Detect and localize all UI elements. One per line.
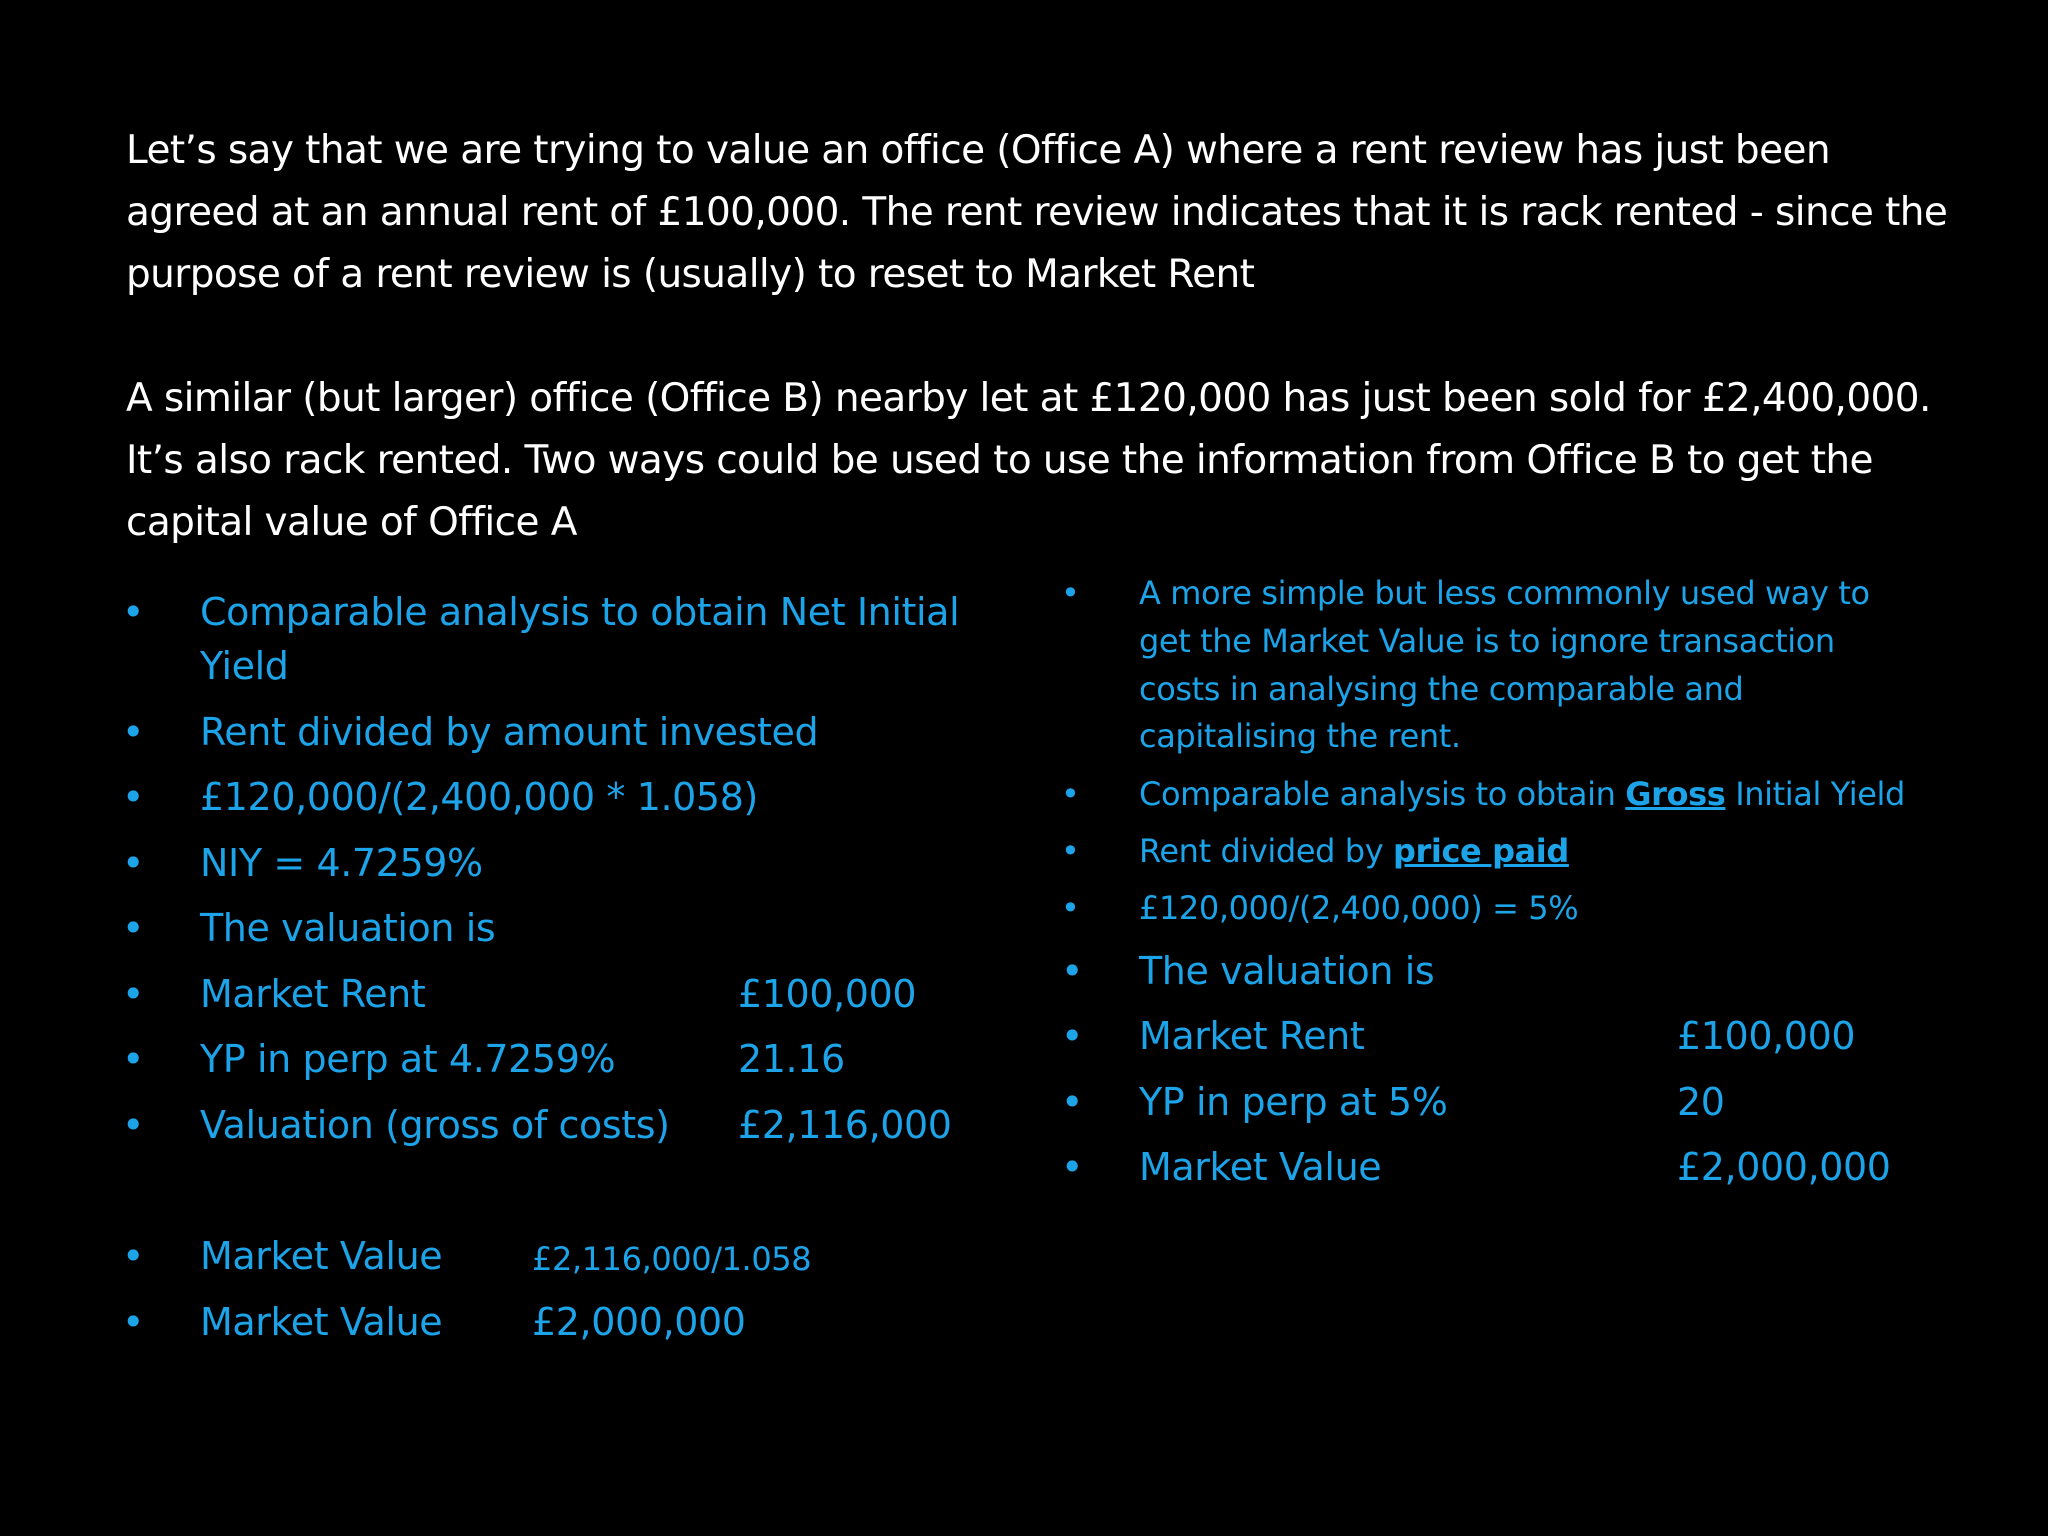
left-bullet-6-value: £100,000	[738, 972, 917, 1016]
intro-text	[126, 120, 1956, 554]
right-bullet-6-value: £100,000	[1677, 1014, 1856, 1058]
left-bullet-4: NIY = 4.7259%	[200, 841, 483, 885]
bullet-dot: •	[1061, 1145, 1084, 1189]
bullet-dot: •	[122, 1300, 145, 1344]
bullet-dot: •	[1061, 574, 1080, 612]
paragraph-spacer	[126, 306, 1956, 368]
left-bullet-9-value: £2,116,000/1.058	[532, 1240, 812, 1278]
bullet-dot: •	[122, 775, 145, 819]
right-bullet-8-value: £2,000,000	[1677, 1145, 1891, 1189]
left-bullet-2: Rent divided by amount invested	[200, 710, 819, 754]
intro-paragraph-2: A similar (but larger) office (Office B) nearby let at £120,000 has just been sold for £2,400,000. It’s also rack rented. Two ways could be used to use the information from Office B to get the capital value of Office A	[126, 376, 1931, 545]
bullet-dot: •	[122, 590, 145, 634]
left-bullet-8-label: Valuation (gross of costs)	[200, 1103, 670, 1147]
bullet-dot: •	[122, 972, 145, 1016]
bullet-dot: •	[122, 906, 145, 950]
gross-emphasis: Gross	[1625, 775, 1726, 813]
right-bullet-8-label: Market Value	[1139, 1145, 1382, 1189]
bullet-dot: •	[122, 710, 145, 754]
right-bullet-7-label: YP in perp at 5%	[1139, 1080, 1448, 1124]
left-bullet-9-label: Market Value	[200, 1234, 443, 1278]
bullet-dot: •	[122, 1037, 145, 1081]
price-paid-emphasis: price paid	[1393, 832, 1569, 870]
bullet-dot: •	[1061, 1014, 1084, 1058]
right-bullet-1-line-1: A more simple but less commonly used way to	[1139, 574, 1870, 612]
bullet-dot: •	[122, 1103, 145, 1147]
left-bullet-10-label: Market Value	[200, 1300, 443, 1344]
left-bullet-3: £120,000/(2,400,000 * 1.058)	[200, 775, 758, 819]
bullet-dot: •	[122, 1234, 145, 1278]
right-bullet-2-prefix: Comparable analysis to obtain	[1139, 775, 1626, 813]
left-bullet-5: The valuation is	[200, 906, 496, 950]
left-bullet-8-value: £2,116,000	[738, 1103, 952, 1147]
intro-paragraph-1: Let’s say that we are trying to value an office (Office A) where a rent review has just been agreed at an annual rent of £100,000. The rent review indicates that it is rack rented - since the purpose of a rent review is (usually) to reset to Market Rent	[126, 128, 1948, 297]
bullet-dot: •	[1061, 832, 1080, 870]
right-bullet-1-line-4: capitalising the rent.	[1139, 717, 1461, 755]
right-bullet-5: The valuation is	[1139, 949, 1435, 993]
bullet-dot: •	[122, 841, 145, 885]
right-bullet-2	[1139, 775, 1905, 813]
right-bullet-6-label: Market Rent	[1139, 1014, 1365, 1058]
bullet-dot: •	[1061, 775, 1080, 813]
right-bullet-3	[1139, 832, 1569, 870]
bullet-dot: •	[1061, 949, 1084, 993]
right-bullet-1-line-3: costs in analysing the comparable and	[1139, 670, 1744, 708]
left-bullet-10-value: £2,000,000	[532, 1300, 746, 1344]
right-bullet-3-prefix: Rent divided by	[1139, 832, 1394, 870]
bullet-dot: •	[1061, 889, 1080, 927]
right-bullet-7-value: 20	[1677, 1080, 1725, 1124]
left-bullet-6-label: Market Rent	[200, 972, 426, 1016]
right-bullet-2-suffix: Initial Yield	[1725, 775, 1905, 813]
left-bullet-1-line-1: Comparable analysis to obtain Net Initial	[200, 590, 960, 634]
bullet-dot: •	[1061, 1080, 1084, 1124]
left-bullet-1-line-2: Yield	[200, 644, 289, 688]
left-bullet-7-label: YP in perp at 4.7259%	[200, 1037, 616, 1081]
right-bullet-1-line-2: get the Market Value is to ignore transaction	[1139, 622, 1835, 660]
right-bullet-4: £120,000/(2,400,000) = 5%	[1139, 889, 1579, 927]
left-bullet-7-value: 21.16	[738, 1037, 845, 1081]
